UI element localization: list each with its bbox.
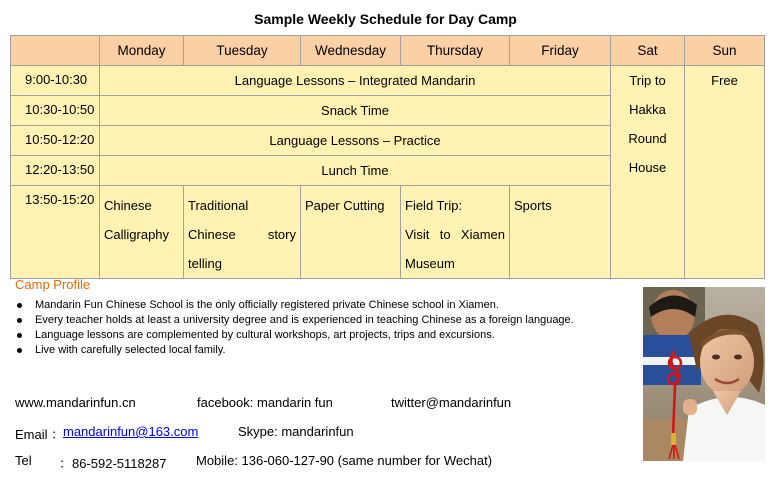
profile-bullet: Every teacher holds at least a university degree and is experienced in teaching Chinese as a foreign language. [14, 313, 574, 328]
day-header-thursday: Thursday [401, 36, 510, 66]
activity-line: Sports [514, 198, 552, 213]
activity-line: telling [188, 256, 222, 271]
day-header-friday: Friday [510, 36, 611, 66]
tuesday-afternoon-activity [184, 186, 301, 279]
profile-bullet: Live with carefully selected local family. [14, 343, 574, 358]
day-header-sat: Sat [611, 36, 685, 66]
camp-profile-list [14, 298, 574, 358]
website-text: www.mandarinfun.cn [15, 395, 136, 410]
tel-number: ：86-592-5118287 [59, 456, 167, 471]
wednesday-afternoon-activity [301, 186, 401, 279]
email-label: Email ： [15, 427, 65, 442]
friday-afternoon-activity [510, 186, 611, 279]
activity-practice: Language Lessons – Practice [100, 126, 611, 156]
activity-line: Visit to Xiamen [405, 227, 505, 242]
profile-bullet: Mandarin Fun Chinese School is the only officially registered private Chinese school in Xiamen. [14, 298, 574, 313]
sat-line: Hakka [629, 102, 666, 117]
thursday-afternoon-activity [401, 186, 510, 279]
activity-line: Traditional [188, 198, 249, 213]
header-corner [11, 36, 100, 66]
activity-line: Chinese story [188, 227, 296, 242]
time-slot: 9:00-10:30 [11, 66, 100, 96]
time-slot: 12:20-13:50 [11, 156, 100, 186]
activity-snack-time: Snack Time [100, 96, 611, 126]
time-slot: 13:50-15:20 [11, 186, 100, 279]
camp-profile-heading: Camp Profile [15, 277, 91, 292]
activity-line: Museum [405, 256, 455, 271]
skype-text: Skype: mandarinfun [238, 424, 354, 439]
day-header-sun: Sun [685, 36, 765, 66]
twitter-text: twitter@mandarinfun [391, 395, 512, 410]
schedule-table [10, 35, 765, 279]
day-header-tuesday: Tuesday [184, 36, 301, 66]
profile-bullet: Language lessons are complemented by cultural workshops, art projects, trips and excursions. [14, 328, 574, 343]
sat-line: House [628, 160, 667, 175]
schedule-title: Sample Weekly Schedule for Day Camp [254, 11, 517, 27]
mobile-text: Mobile: 136-060-127-90 (same number for Wechat) [196, 453, 493, 468]
activity-line: Chinese [104, 198, 152, 213]
monday-afternoon-activity [100, 186, 184, 279]
activity-lunch-time: Lunch Time [100, 156, 611, 186]
sat-line: Round [628, 131, 667, 146]
activity-integrated-mandarin: Language Lessons – Integrated Mandarin [100, 66, 611, 96]
day-header-monday: Monday [100, 36, 184, 66]
time-slot: 10:30-10:50 [11, 96, 100, 126]
activity-line: Paper Cutting [305, 198, 385, 213]
sun-activity: Free [685, 66, 765, 279]
day-header-wednesday: Wednesday [301, 36, 401, 66]
time-slot: 10:50-12:20 [11, 126, 100, 156]
email-link[interactable]: mandarinfun@163.com [63, 424, 199, 439]
sat-line: Trip to [629, 73, 666, 88]
activity-line: Calligraphy [104, 227, 170, 242]
girl-photo [643, 287, 765, 461]
activity-line: Field Trip: [405, 198, 463, 213]
facebook-text: facebook: mandarin fun [197, 395, 333, 410]
sat-activity [611, 66, 685, 279]
tel-label: Tel [15, 453, 32, 468]
